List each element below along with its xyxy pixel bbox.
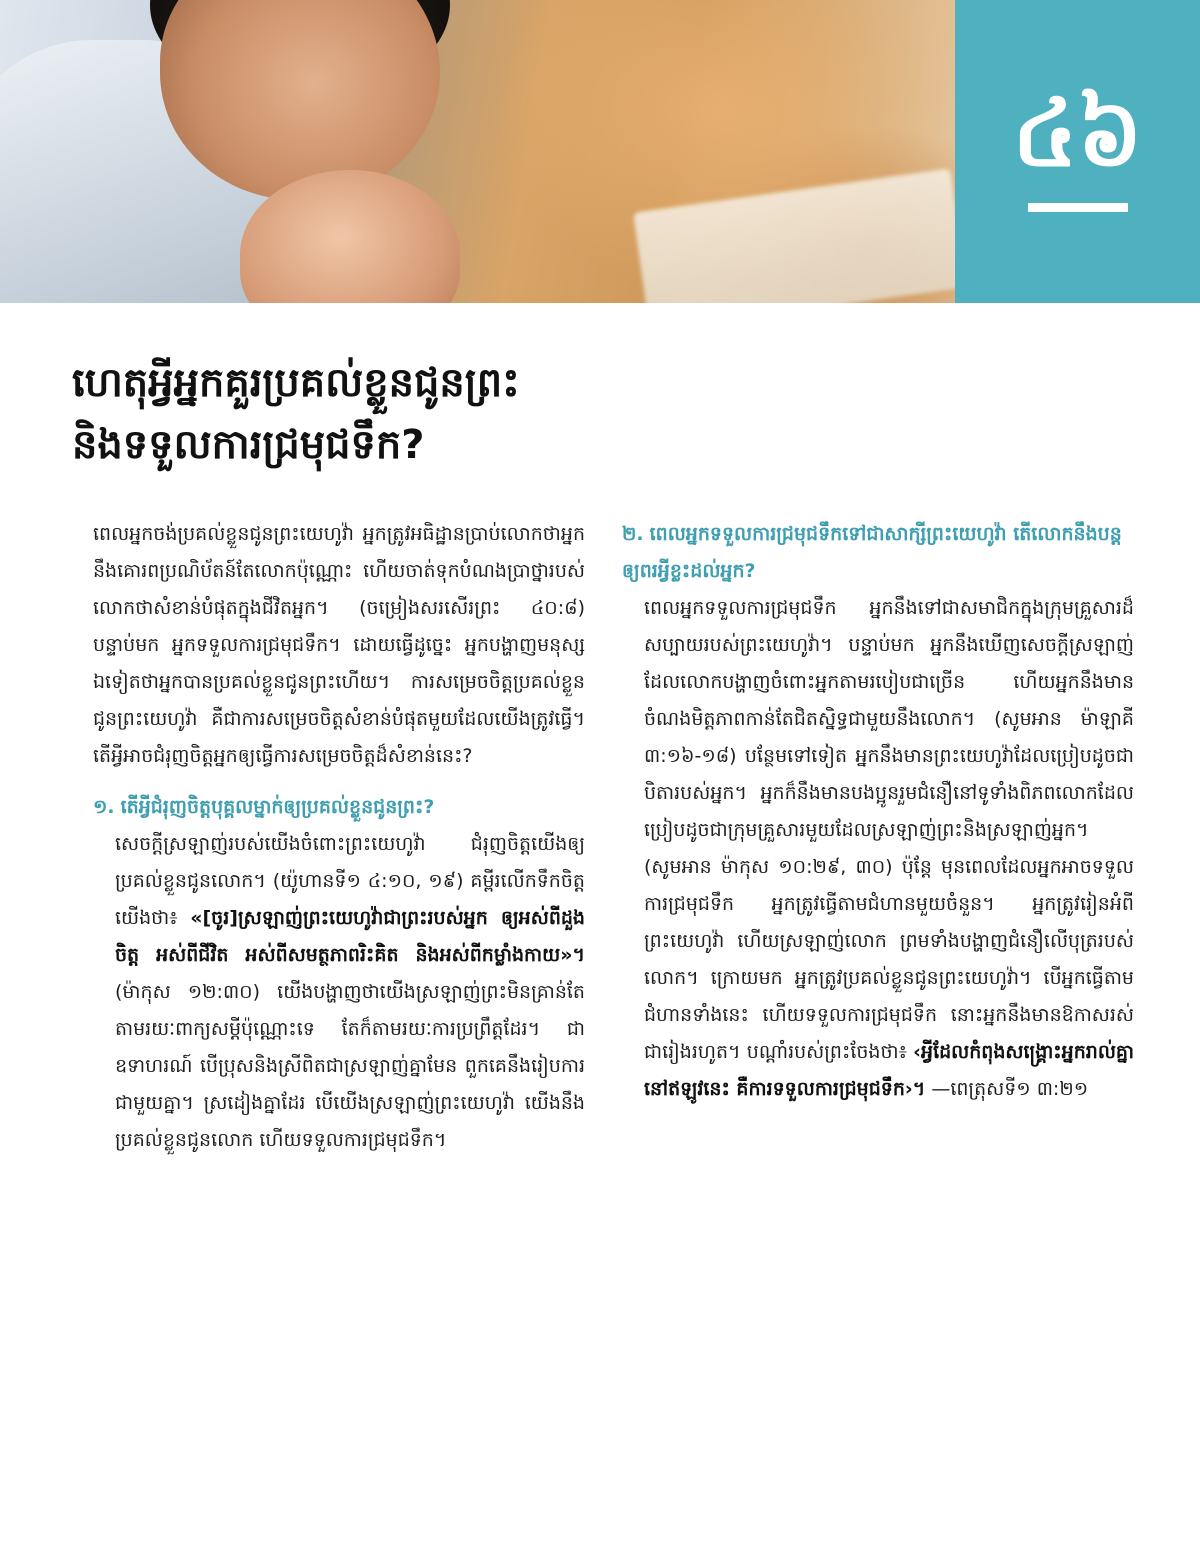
section-1-number: ១. xyxy=(93,796,115,818)
section-2-number: ២. xyxy=(622,523,644,545)
left-column xyxy=(93,516,585,1159)
page-title-line-2: និងទទួលការជ្រមុជទឹក? xyxy=(72,422,425,468)
intro-paragraph: ពេលអ្នកចង់ប្រគល់ខ្លួនជូនព្រះយេហូវ៉ា អ្នកត្រូវអធិដ្ឋានប្រាប់លោកថាអ្នកនឹងគោរពប្រណិប័តន៍តែលោកប៉ុណ្ណោះ ហើយចាត់ទុកបំណងប្រាថ្នារបស់លោកថាសំខាន់បំផុតក្នុងជីវិតអ្នក។ (ចម្រៀងសរសើរព្រះ ៤០:៨) បន្ទាប់មក អ្នកទទួលការជ្រមុជទឹក។ ដោយធ្វើដូច្នេះ អ្នកបង្ហាញមនុស្សឯទៀតថាអ្នកបានប្រគល់ខ្លួនជូនព្រះហើយ។ ការសម្រេចចិត្តប្រគល់ខ្លួនជូនព្រះយេហូវ៉ា គឺជាការសម្រេចចិត្តសំខាន់បំផុតមួយដែលយើងត្រូវធ្វើ។ តើអ្វីអាចជំរុញចិត្តអ្នកឲ្យធ្វើការសម្រេចចិត្តដ៏សំខាន់នេះ? xyxy=(93,523,585,767)
section-1-text-before: សេចក្ដីស្រឡាញ់របស់យើងចំពោះព្រះយេហូវ៉ា ជំរុញចិត្តយើងឲ្យប្រគល់ខ្លួនជូនលោក។ (យ៉ូហានទី១ ៤:១០, ១៩) គម្ពីរលើកទឹកចិត្តយើងថា៖ xyxy=(115,833,585,929)
section-1-question: តើអ្វីជំរុញចិត្តបុគ្គលម្នាក់ឲ្យប្រគល់ខ្លួនជូនព្រះ? xyxy=(120,796,435,818)
lesson-number: ៤៦ xyxy=(1012,80,1143,187)
section-2-text-before: ពេលអ្នកទទួលការជ្រមុជទឹក អ្នកនឹងទៅជាសមាជិកក្នុងក្រុមគ្រួសារដ៏សប្បាយរបស់ព្រះយេហូវ៉ា។ បន្ទាប់មក អ្នកនឹងឃើញសេចក្ដីស្រឡាញ់ដែលលោកបង្ហាញចំពោះអ្នកតាមរបៀបជាច្រើន ហើយអ្នកនឹងមានចំណងមិត្តភាពកាន់តែជិតស្និទ្ធជាមួយនឹងលោក។ (សូមអាន ម៉ាឡាគី ៣:១៦-១៨) បន្ថែមទៅទៀត អ្នកនឹងមានព្រះយេហូវ៉ាដែលប្រៀបដូចជាបិតារបស់អ្នក។ អ្នកក៏នឹងមានបងប្អូនរួមជំនឿនៅទូទាំងពិភពលោកដែលប្រៀបដូចជាក្រុមគ្រួសារមួយដែលស្រឡាញ់ព្រះនិងស្រឡាញ់អ្នក។ (សូមអាន ម៉ាកុស ១០:២៩, ៣០) ប៉ុន្តែ មុនពេលដែលអ្នកអាចទទួលការជ្រមុជទឹក អ្នកត្រូវធ្វើតាមជំហានមួយចំនួន។ អ្នកត្រូវរៀនអំពីព្រះយេហូវ៉ា ហើយស្រឡាញ់លោក ព្រមទាំងបង្ហាញជំនឿលើបុត្ររបស់លោក។ ក្រោយមក អ្នកត្រូវប្រគល់ខ្លួនជូនព្រះយេហូវ៉ា។ បើអ្នកធ្វើតាមជំហានទាំងនេះ ហើយទទួលការជ្រមុជទឹក នោះអ្នកនឹងមានឱកាសរស់ជារៀងរហូត។ បណ្ដាំរបស់ព្រះចែងថា៖ xyxy=(644,597,1134,1063)
section-1-quote: «[ចូរ]ស្រឡាញ់ព្រះយេហូវ៉ាជាព្រះរបស់អ្នក ឲ្យអស់ពីដួងចិត្ត អស់ពីជីវិត អស់ពីសមត្ថភាពរិះគិត និងអស់ពីកម្លាំងកាយ»។ xyxy=(115,907,585,966)
section-2-heading xyxy=(622,516,1134,590)
section-1-text-after: (ម៉ាកុស ១២:៣០) យើងបង្ហាញថាយើងស្រឡាញ់ព្រះមិនគ្រាន់តែតាមរយៈពាក្យសម្ដីប៉ុណ្ណោះទេ តែក៏តាមរយៈការប្រព្រឹត្តដែរ។ ជាឧទាហរណ៍ បើប្រុសនិងស្រីពិតជាស្រឡាញ់គ្នាមែន ពួកគេនឹងរៀបការជាមួយគ្នា។ ស្រដៀងគ្នាដែរ បើយើងស្រឡាញ់ព្រះយេហូវ៉ា យើងនឹងប្រគល់ខ្លួនជូនលោក ហើយទទួលការជ្រមុជទឹក។ xyxy=(115,981,585,1151)
section-2-text-after: —ពេត្រុសទី១ ៣:២១ xyxy=(931,1078,1089,1100)
photo-open-book-shape xyxy=(633,168,955,303)
page-title xyxy=(72,352,1132,476)
lesson-number-underline xyxy=(1028,203,1128,212)
page-title-line-1: ហេតុអ្វីអ្នកគួរប្រគល់ខ្លួនជូនព្រះ xyxy=(72,360,520,406)
section-2-quote: ‹អ្វីដែលកំពុងសង្គ្រោះអ្នករាល់គ្នានៅឥឡូវនេះ គឺការទទួលការជ្រមុជទឹក›។ xyxy=(644,1041,1135,1100)
right-column xyxy=(622,516,1134,1108)
section-2-answer xyxy=(622,590,1134,1108)
header-photo xyxy=(0,0,955,303)
section-1-answer xyxy=(93,826,585,1159)
lesson-number-block xyxy=(955,0,1200,303)
section-2-question: ពេលអ្នកទទួលការជ្រមុជទឹកទៅជាសាក្សីព្រះយេហូវ៉ា តើលោកនឹងបន្តឲ្យពរអ្វីខ្លះដល់អ្នក? xyxy=(622,523,1122,582)
section-1-heading xyxy=(93,789,585,826)
